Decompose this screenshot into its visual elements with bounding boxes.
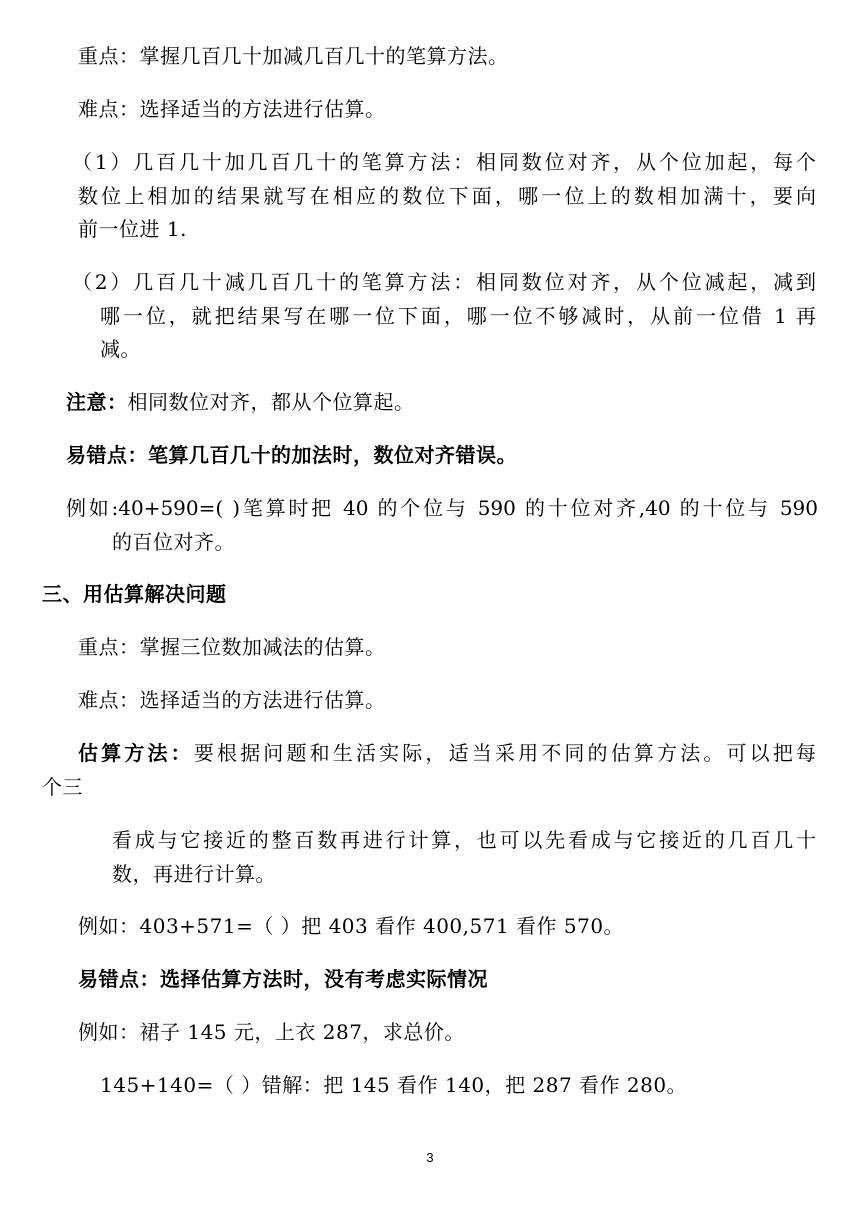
rule1-line-1: （1）几百几十加几百几十的笔算方法：相同数位对齐，从个位加起，每个: [72, 150, 816, 174]
method-line-2: 看成与它接近的整百数再进行计算，也可以先看成与它接近的几百几十: [112, 828, 816, 852]
method-line-3: 数，再进行计算。: [112, 862, 276, 886]
estimate-example-line: 例如：403+571=（ ）把 403 看作 400,571 看作 570。: [78, 914, 625, 938]
price-example-line: 例如：裙子 145 元，上衣 287，求总价。: [78, 1020, 465, 1044]
note-line: [66, 387, 415, 417]
method-text: 要根据问题和生活实际，适当采用不同的估算方法。可以把每: [193, 741, 817, 765]
note-text: 相同数位对齐，都从个位算起。: [127, 390, 415, 414]
error-point-line: 易错点：笔算几百几十的加法时，数位对齐错误。: [66, 443, 517, 467]
method-line-1: [78, 738, 816, 768]
section-heading: 三、用估算解决问题: [42, 582, 227, 606]
rule2-line-2: 哪一位，就把结果写在哪一位下面，哪一位不够减时，从前一位借 1 再: [100, 304, 816, 328]
rule1-line-3: 前一位进 1.: [78, 217, 187, 241]
rule1-line-2: 数位上相加的结果就写在相应的数位下面，哪一位上的数相加满十，要向: [78, 184, 816, 208]
method-wrap-line: 个三: [42, 775, 83, 799]
difficulty-line: 难点：选择适当的方法进行估算。: [78, 97, 386, 121]
error-point-line-2: 易错点：选择估算方法时，没有考虑实际情况: [78, 967, 488, 991]
key-point-line-2: 重点：掌握三位数加减法的估算。: [78, 635, 386, 659]
rule2-line-1: （2）几百几十减几百几十的笔算方法：相同数位对齐，从个位减起，减到: [72, 270, 816, 294]
wrong-solution-line: 145+140=（ ）错解：把 145 看作 140，把 287 看作 280。: [100, 1073, 688, 1097]
difficulty-line-2: 难点：选择适当的方法进行估算。: [78, 688, 386, 712]
note-label: 注意：: [66, 390, 128, 414]
rule2-line-3: 减。: [100, 337, 141, 361]
example-line-2: 的百位对齐。: [112, 530, 235, 554]
page-number: 3: [426, 1150, 434, 1165]
example-line-1: 例如:40+590=( )笔算时把 40 的个位与 590 的十位对齐,40 的十位与 590: [66, 496, 818, 520]
method-label: 估算方法：: [78, 741, 194, 765]
key-point-line: 重点：掌握几百几十加减几百几十的笔算方法。: [78, 44, 509, 68]
